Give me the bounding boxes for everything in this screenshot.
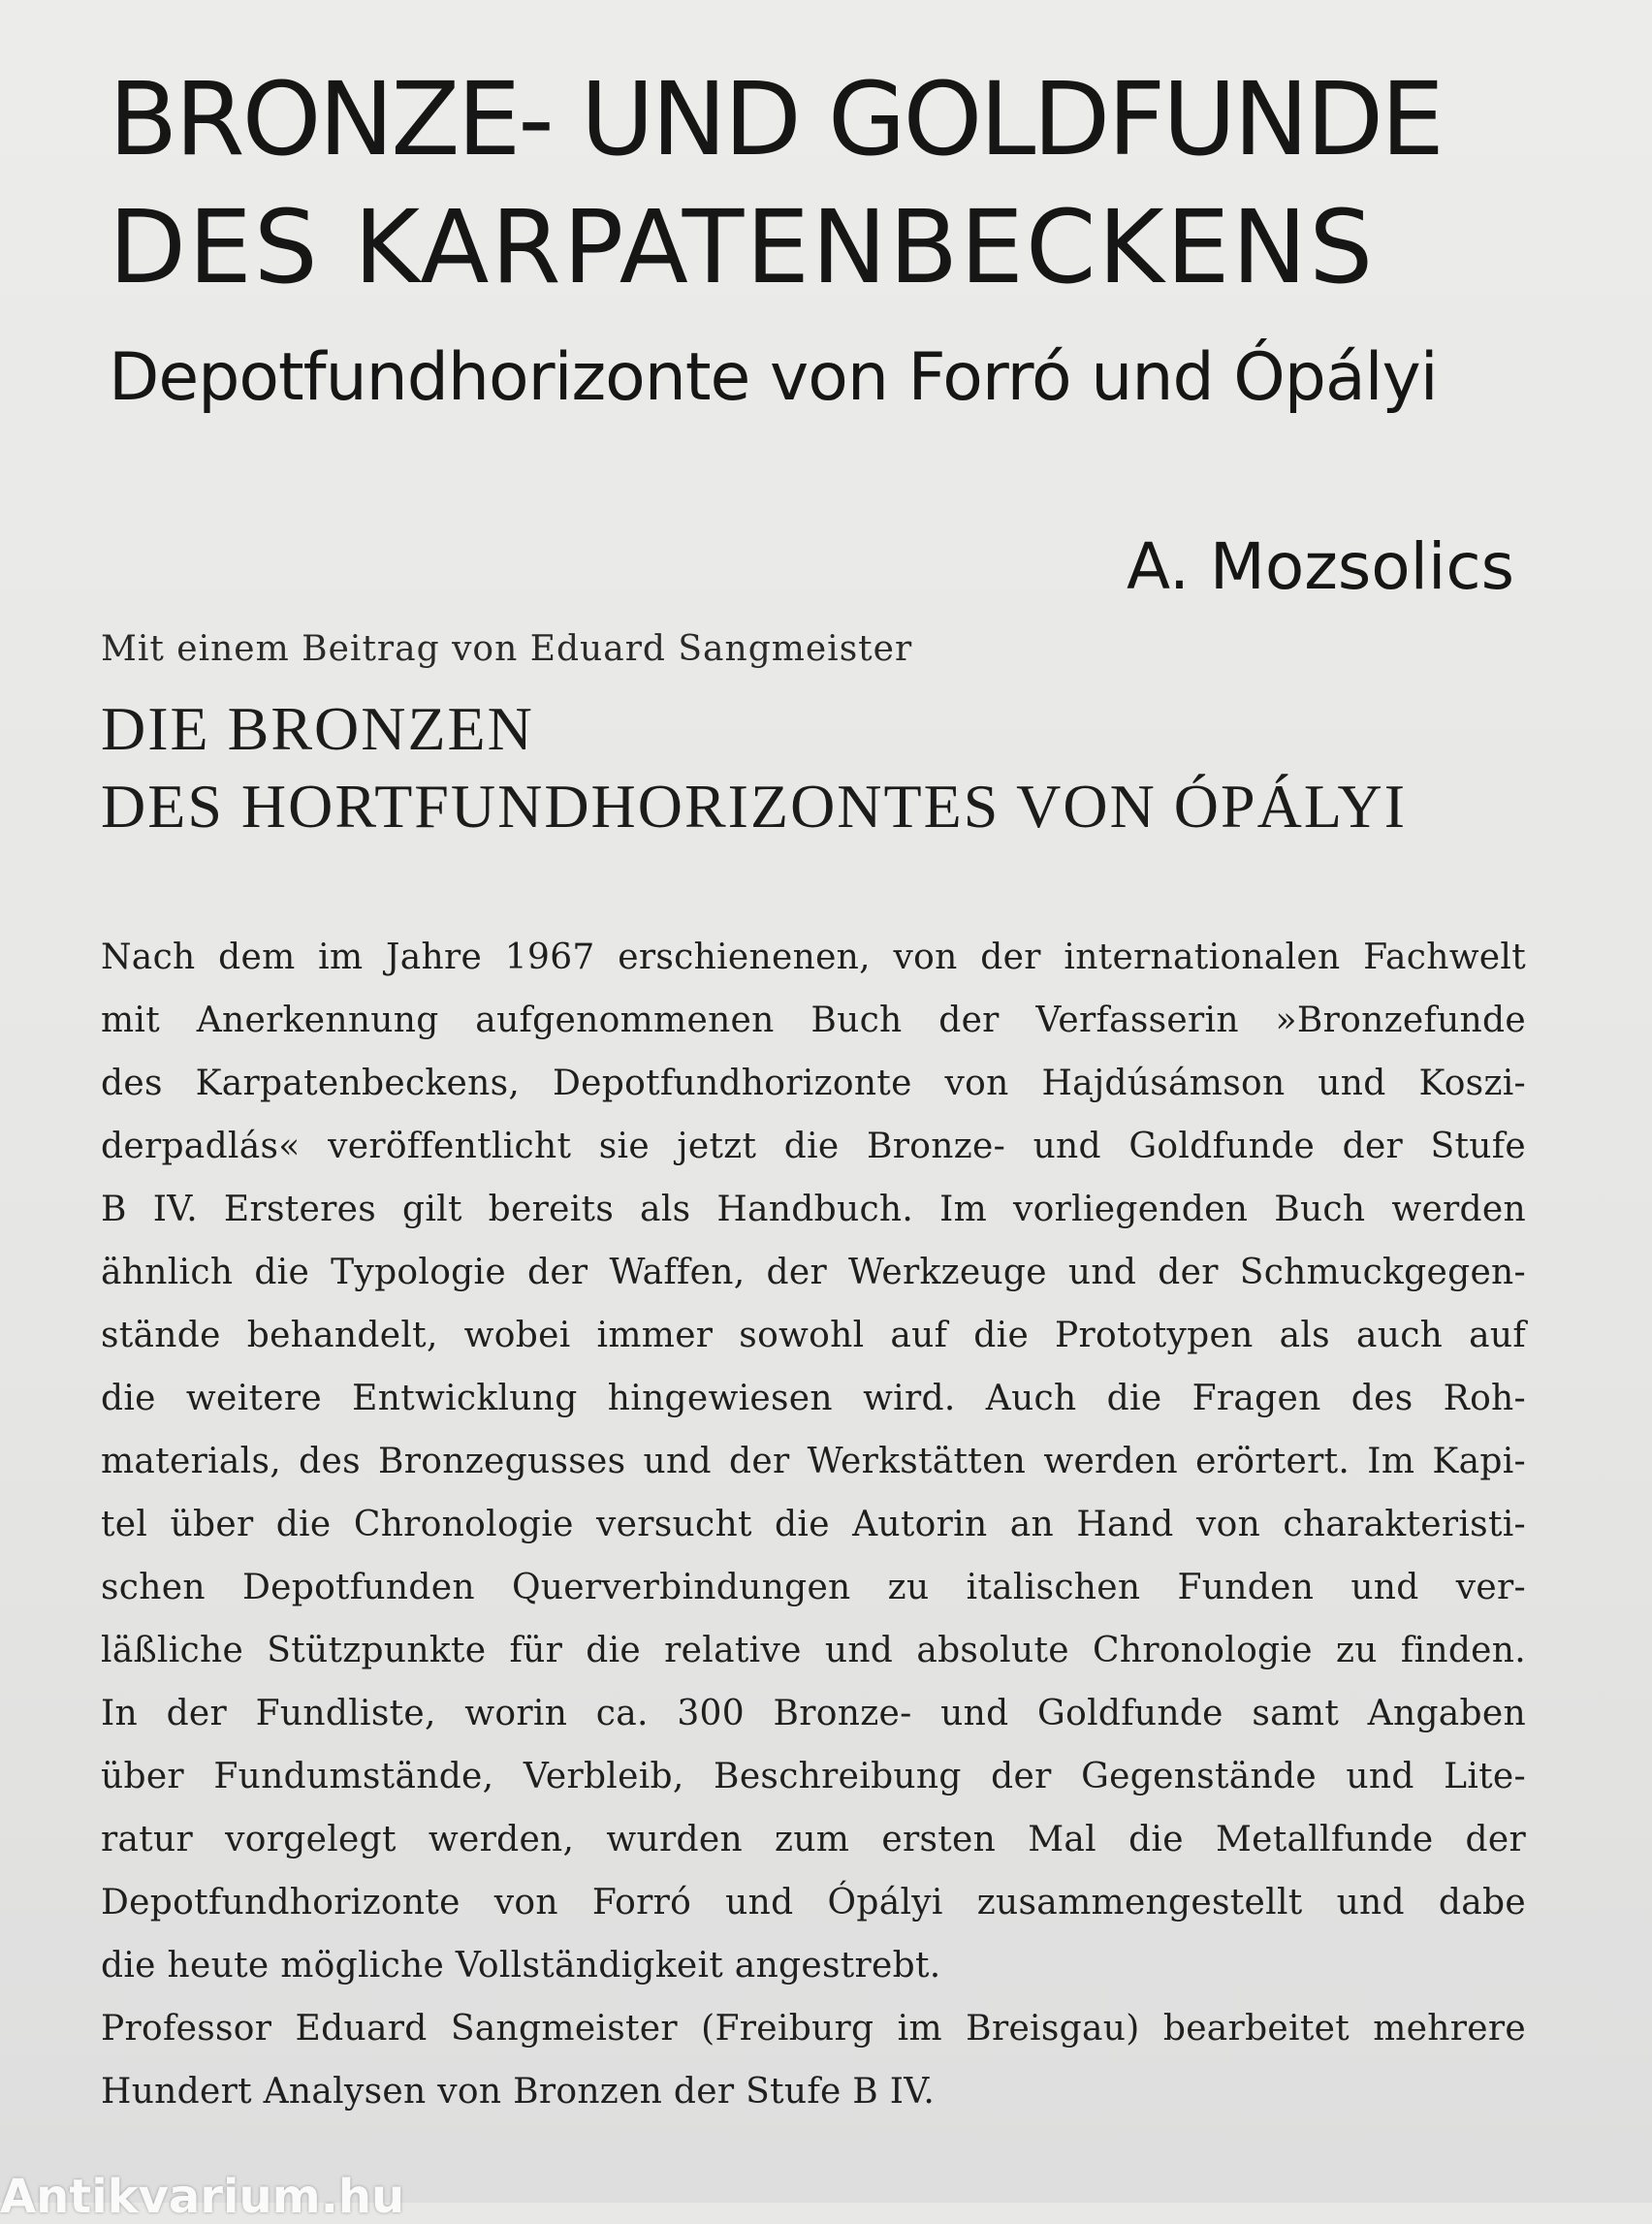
author-name: A. Mozsolics [1126,529,1514,604]
text-line: läßliche Stützpunkte für die relative und absolute Chronologie zu finden. [101,1631,1526,1670]
text-line: mit Anerkennung aufgenommenen Buch der Verfasserin »Bronzefunde [101,1001,1526,1040]
text-line: des Karpatenbeckens, Depotfundhorizonte von Hajdúsámson und Koszi- [101,1064,1526,1103]
contribution-note: Mit einem Beitrag von Eduard Sangmeister [101,629,913,669]
book-title-line-1: BRONZE- UND GOLDFUNDE [109,60,1442,178]
text-line: tel über die Chronologie versucht die Autorin an Hand von charakteristi- [101,1505,1526,1544]
text-line: materials, des Bronzegusses und der Werkstätten werden erörtert. Im Kapi- [101,1442,1526,1481]
text-line: über Fundumstände, Verbleib, Beschreibung der Gegenstände und Lite- [101,1757,1526,1796]
text-line: derpadlás« veröffentlicht sie jetzt die Bronze- und Goldfunde der Stufe [101,1127,1526,1166]
text-line: Hundert Analysen von Bronzen der Stufe B IV. [101,2072,936,2112]
text-line: schen Depotfunden Querverbindungen zu italischen Funden und ver- [101,1568,1526,1607]
text-line: Professor Eduard Sangmeister (Freiburg im Breisgau) bearbeitet mehrere [101,2009,1526,2049]
text-line: stände behandelt, wobei immer sowohl auf die Prototypen als auch auf [101,1316,1526,1355]
text-line: Nach dem im Jahre 1967 erschienenen, von der internationalen Fachwelt [101,937,1526,977]
text-line: die heute mögliche Vollständigkeit angestrebt. [101,1946,941,1986]
text-line: ähnlich die Typologie der Waffen, der Werkzeuge und der Schmuckgegen- [101,1253,1526,1292]
text-line: Depotfundhorizonte von Forró und Ópályi zusammengestellt und dabe [101,1883,1526,1922]
text-line: In der Fundliste, worin ca. 300 Bronze- und Goldfunde samt Angaben [101,1694,1526,1733]
book-subtitle: Depotfundhorizonte von Forró und Ópályi [109,339,1438,416]
book-title-line-2: DES KARPATENBECKENS [109,188,1376,306]
text-line: die weitere Entwicklung hingewiesen wird. Auch die Fragen des Roh- [101,1379,1526,1418]
text-line: ratur vorgelegt werden, wurden zum ersten Mal die Metallfunde der [101,1820,1526,1859]
contribution-title-line-2: DES HORTFUNDHORIZONTES VON ÓPÁLYI [101,772,1408,841]
watermark: Antikvarium.hu [0,2170,405,2224]
description-text [101,926,1526,2123]
text-line: B IV. Ersteres gilt bereits als Handbuch. Im vorliegenden Buch werden [101,1190,1526,1229]
contribution-title-line-1: DIE BRONZEN [101,694,534,763]
